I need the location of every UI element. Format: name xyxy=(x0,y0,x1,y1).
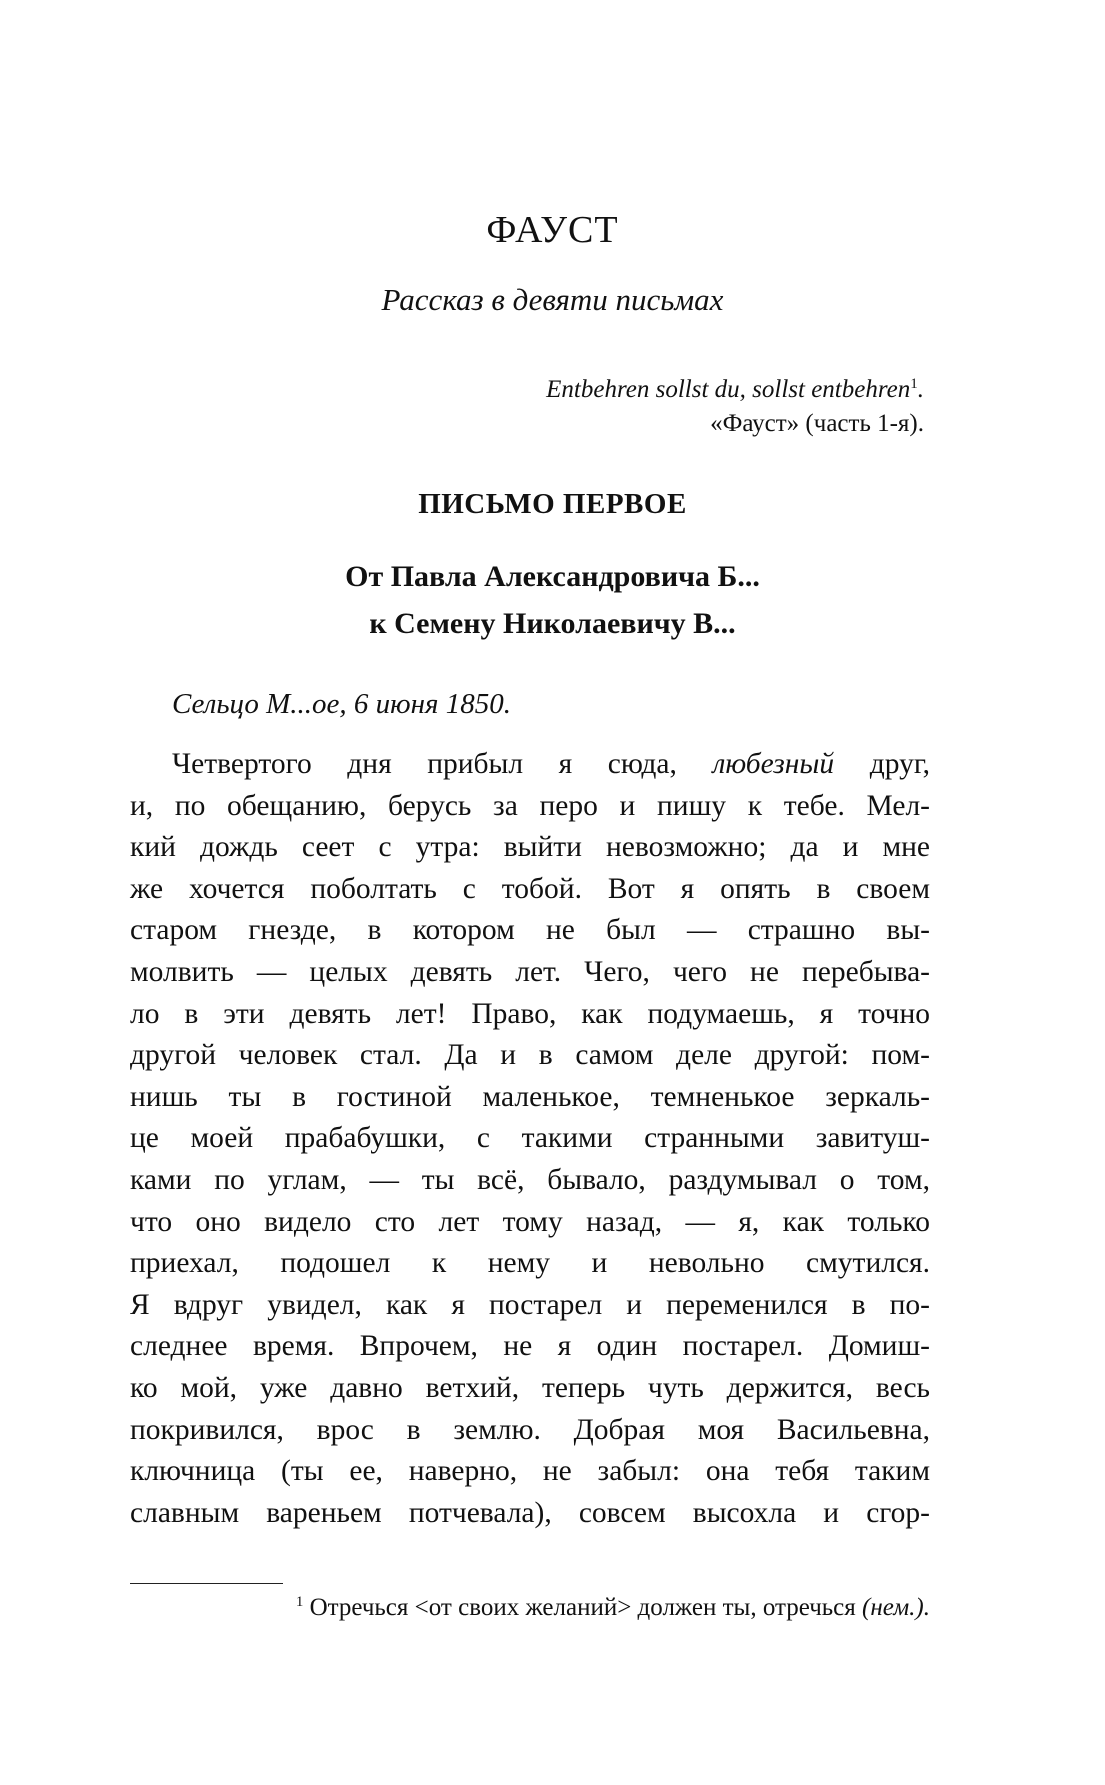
body-line: следнее время. Впрочем, не я один постарел. Домиш- xyxy=(130,1330,930,1363)
footnote xyxy=(296,1594,930,1622)
body-line: кий дождь сеет с утра: выйти невозможно; да и мне xyxy=(130,831,930,864)
letter-heading: ПИСЬМО ПЕРВОЕ xyxy=(418,488,687,520)
body-line xyxy=(130,744,930,786)
body-line: другой человек стал. Да и в самом деле другой: пом- xyxy=(130,1039,930,1072)
epigraph-quote: Entbehren sollst du, sollst entbehren xyxy=(546,376,911,403)
body-line: це моей прабабушки, с такими странными завитуш- xyxy=(130,1122,930,1155)
epigraph-quote-end: . xyxy=(917,376,924,403)
body-line: славным вареньем потчевала), совсем высохла и сгор- xyxy=(130,1496,930,1529)
addressee-block xyxy=(0,553,1105,647)
body-line: ло в эти девять лет! Право, как подумаешь, я точно xyxy=(130,997,930,1030)
body-line: что оно видело сто лет тому назад, — я, как только xyxy=(130,1205,930,1238)
body-emphasis: любезный xyxy=(712,748,835,780)
epigraph-quote-line xyxy=(546,373,924,407)
body-line-text: Четвертого дня прибыл я сюда, xyxy=(172,748,713,780)
body-line: старом гнезде, в котором не был — страшно вы- xyxy=(130,914,930,947)
body-line: приехал, подошел к нему и невольно смутился. xyxy=(130,1247,930,1280)
addressee-from: От Павла Александровича Б... xyxy=(345,560,760,593)
body-line: ками по углам, — ты всё, бывало, раздумывал о том, xyxy=(130,1163,930,1196)
body-line: и, по обещанию, берусь за перо и пишу к тебе. Мел- xyxy=(130,789,930,822)
letter-body xyxy=(130,744,930,1534)
footnote-text: Отречься <от своих желаний> должен ты, отречься xyxy=(303,1594,863,1621)
epigraph-footnote-mark: 1 xyxy=(910,376,918,392)
book-subtitle: Рассказ в девяти письмах xyxy=(381,282,724,317)
epigraph-source: «Фауст» (часть 1-я). xyxy=(710,410,924,437)
book-title: ФАУСТ xyxy=(486,209,619,251)
addressee-to: к Семену Николаевичу В... xyxy=(369,607,736,640)
footnote-mark: 1 xyxy=(295,1594,304,1610)
body-line: молвить — целых девять лет. Чего, чего не перебыва- xyxy=(130,955,930,988)
footnote-divider xyxy=(130,1583,283,1584)
place-date: Сельцо М...ое, 6 июня 1850. xyxy=(172,688,511,720)
body-line: нишь ты в гостиной маленькое, темненькое зеркаль- xyxy=(130,1080,930,1113)
body-line: ключница (ты ее, наверно, не забыл: она тебя таким xyxy=(130,1455,930,1488)
footnote-language-note: (нем.). xyxy=(862,1594,930,1621)
body-line: же хочется поболтать с тобой. Вот я опять в своем xyxy=(130,872,930,905)
body-line: Я вдруг увидел, как я постарел и переменился в по- xyxy=(130,1288,930,1321)
body-line-text: друг, xyxy=(834,748,930,780)
epigraph xyxy=(546,373,924,441)
body-line: ко мой, уже давно ветхий, теперь чуть держится, весь xyxy=(130,1371,930,1404)
body-line: покривился, врос в землю. Добрая моя Васильевна, xyxy=(130,1413,930,1446)
